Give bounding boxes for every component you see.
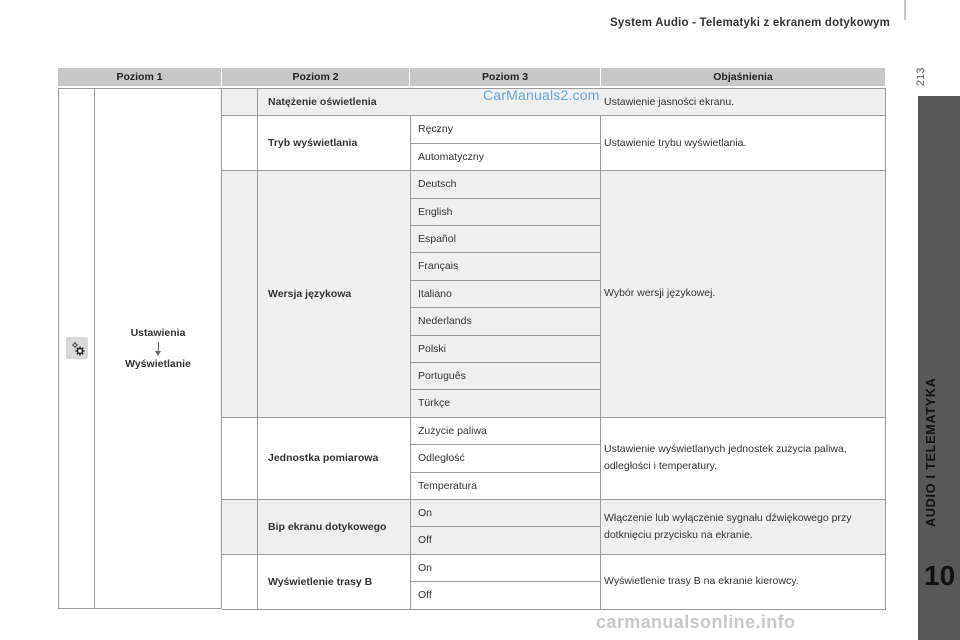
level3-option: Italiano xyxy=(410,280,601,307)
explanation-cell: Ustawienie wyświetlanych jednostek zużycia paliwa, odległości i temperatury. xyxy=(601,417,886,499)
level3-option: Português xyxy=(410,362,601,389)
level1-label-cell xyxy=(94,88,222,609)
explanation-cell: Ustawienie jasności ekranu. xyxy=(601,88,886,115)
level2-cell: Wersja językowa xyxy=(258,170,410,417)
watermark-top: CarManuals2.com xyxy=(483,87,600,103)
level1-label-bottom: Wyświetlanie xyxy=(125,357,191,370)
header-divider xyxy=(904,0,906,20)
column-header: Objaśnienia xyxy=(601,68,886,86)
column-header: Poziom 3 xyxy=(410,68,601,86)
explanation-cell: Wyświetlenie trasy B na ekranie kierowcy. xyxy=(601,554,886,609)
level3-option: Temperatura xyxy=(410,472,601,499)
level3-option: Zużycie paliwa xyxy=(410,417,601,444)
level2-indent-cell xyxy=(222,417,258,499)
level3-option: Off xyxy=(410,581,601,608)
level1-label-top: Ustawienia xyxy=(130,326,186,339)
level3-option: Polski xyxy=(410,335,601,362)
level3-option: Ręczny xyxy=(410,115,601,142)
watermark-bottom: carmanualsonline.info xyxy=(596,612,796,632)
level3-option: Français xyxy=(410,252,601,279)
level2-indent-cell xyxy=(222,88,258,115)
level2-indent-cell xyxy=(222,499,258,554)
level3-option: Nederlands xyxy=(410,307,601,334)
settings-gear-icon xyxy=(66,337,88,359)
level2-indent-cell xyxy=(222,554,258,609)
level3-option: English xyxy=(410,198,601,225)
explanation-cell: Ustawienie trybu wyświetlania. xyxy=(601,115,886,170)
page-header-title: System Audio - Telematyki z ekranem dotykowym xyxy=(610,17,890,29)
page-number: 213 xyxy=(915,67,927,87)
level2-cell: Jednostka pomiarowa xyxy=(258,417,410,499)
explanation-cell: Włączenie lub wyłączenie sygnału dźwiękowego przy dotknięciu przycisku na ekranie. xyxy=(601,499,886,554)
column-header: Poziom 1 xyxy=(58,68,222,86)
level2-indent-cell xyxy=(222,115,258,170)
level1-icon-cell xyxy=(58,88,94,609)
level2-indent-cell xyxy=(222,170,258,417)
level1-path xyxy=(125,327,191,370)
chapter-number: 10 xyxy=(924,560,956,591)
level3-option: Odległość xyxy=(410,444,601,471)
level2-cell: Natężenie oświetlenia xyxy=(258,88,410,115)
level3-option: Español xyxy=(410,225,601,252)
chapter-section-label: AUDIO I TELEMATYKA xyxy=(924,377,938,527)
level2-cell: Wyświetlenie trasy B xyxy=(258,554,410,609)
table-bottom-rule xyxy=(222,609,886,610)
arrow-down-icon xyxy=(158,342,159,352)
level2-cell: Bip ekranu dotykowego xyxy=(258,499,410,554)
column-header: Poziom 2 xyxy=(222,68,410,86)
level3-option: Automatyczny xyxy=(410,143,601,170)
level3-option: Türkçe xyxy=(410,389,601,416)
level2-cell: Tryb wyświetlania xyxy=(258,115,410,170)
level3-option: On xyxy=(410,554,601,581)
level3-option: On xyxy=(410,499,601,526)
explanation-cell: Wybór wersji językowej. xyxy=(601,170,886,417)
level3-option: Deutsch xyxy=(410,170,601,197)
level3-option: Off xyxy=(410,526,601,553)
